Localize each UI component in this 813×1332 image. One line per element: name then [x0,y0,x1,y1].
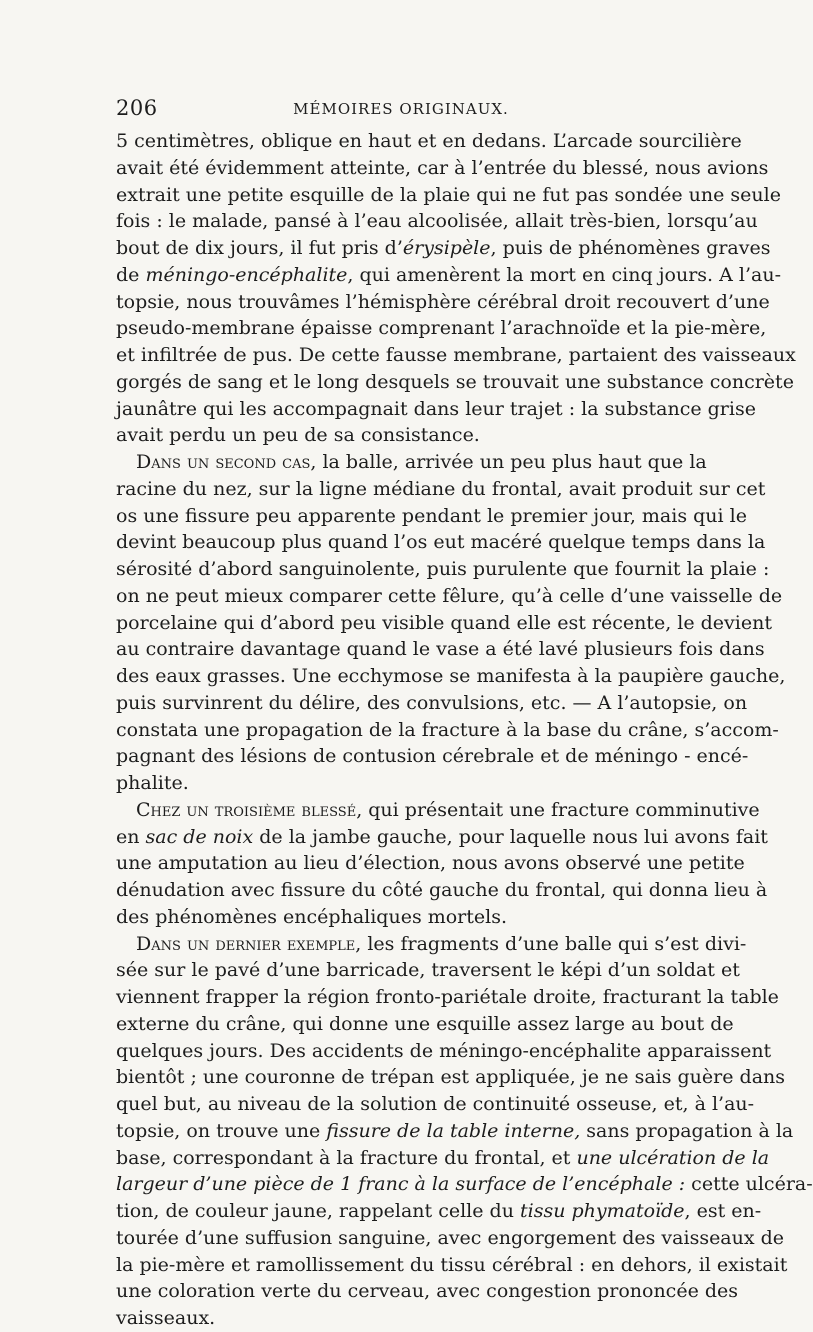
text-line [116,449,707,476]
text-segment: viennent frapper la région fronto-pariétale droite, fracturant la table [116,986,779,1008]
text-line [116,717,779,744]
text-line [116,289,770,316]
small-caps-text: Dans un second cas [136,451,311,473]
running-title: MÉMOIRES ORIGINAUX. [293,100,509,118]
text-line [116,690,748,717]
text-segment: et infiltrée de pus. De cette fausse membrane, partaient des vaisseaux [116,344,796,366]
text-segment: phalite. [116,772,189,794]
text-segment: , qui présentait une fracture comminutive [356,798,760,821]
text-segment: sans propagation à la [580,1119,794,1142]
text-line [116,128,742,155]
text-segment: devint beaucoup plus quand l’os eut macéré quelque temps dans la [116,531,766,554]
small-caps-text: Dans un dernier exemple [136,932,356,955]
text-line [116,743,749,770]
text-line [116,155,769,182]
text-line [116,824,768,851]
text-segment: externe du crâne, qui donne une esquille assez large au bout de [116,1012,734,1035]
text-line [116,369,794,396]
text-line [116,663,786,690]
small-caps-text: Chez un troisième blessé [136,798,357,821]
text-line [116,1064,786,1091]
text-segment: tion, de couleur jaune, rappelant celle du [116,1200,520,1222]
text-segment: os une fissure peu apparente pendant le premier jour, mais qui le [116,504,747,527]
text-segment: , la balle, arrivée un peu plus haut que la [310,451,707,473]
text-line [116,208,758,235]
text-line [116,877,768,904]
text-line [116,1198,762,1225]
text-segment: des phénomènes encéphaliques mortels. [116,905,508,928]
text-segment: gorgés de sang et le long desquels se trouvait une substance concrète [116,370,794,393]
text-line [116,797,760,824]
text-segment: de [116,263,146,286]
text-line [116,1305,686,1332]
text-line [116,262,781,289]
text-line [116,636,765,663]
text-line [116,529,766,556]
italic-text: sac de noix [145,825,254,848]
text-line [116,1118,794,1145]
body-text [116,128,813,1332]
italic-text: fissure de la table interne, [326,1119,581,1142]
text-segment: quel but, au niveau de la solution de continuité osseuse, et, à l’au- [116,1093,755,1115]
text-line [116,315,767,342]
text-segment: 5 centimètres, oblique en haut et en dedans. L’arcade sourcilière [116,130,742,152]
text-line [116,770,686,797]
text-segment: au contraire davantage quand le vase a été lavé plusieurs fois dans [116,638,765,661]
text-segment: racine du nez, sur la ligne médiane du frontal, avait produit sur cet [116,477,766,500]
text-segment: base, correspondant à la fracture du frontal, et [116,1146,577,1169]
text-line [116,1145,770,1172]
text-line [116,503,747,530]
italic-text: largeur d’une pièce de 1 franc à la surface de l’encéphale : [116,1173,686,1196]
text-line [116,396,756,423]
text-line [116,904,686,931]
text-segment: pagnant des lésions de contusion cérebrale et de méningo - encé- [116,745,749,768]
text-line [116,235,771,262]
text-segment: , est en- [684,1200,762,1222]
text-segment: pseudo-membrane épaisse comprenant l’arachnoïde et la pie-mère, [116,317,767,340]
text-segment: des eaux grasses. Une ecchymose se manifesta à la paupière gauche, [116,665,786,687]
text-segment: avait été évidemment atteinte, car à l’entrée du blessé, nous avions [116,156,769,179]
text-line [116,850,745,877]
text-segment: fois : le malade, pansé à l’eau alcoolisée, allait très-bien, lorsqu’au [116,210,758,233]
text-line [116,984,779,1011]
text-segment: sée sur le pavé d’une barricade, traversent le képi d’un soldat et [116,959,740,982]
page-number: 206 [116,96,158,120]
text-line [116,1091,755,1118]
text-segment: , les fragments d’une balle qui s’est divi- [355,932,747,955]
text-segment: une coloration verte du cerveau, avec congestion prononcée des [116,1280,739,1303]
text-segment: topsie, on trouve une [116,1119,327,1142]
text-line [116,422,686,449]
text-segment: sérosité d’abord sanguinolente, puis purulente que fournit la plaie : [116,558,770,580]
italic-text: une ulcération de la [576,1146,770,1169]
text-segment: avait perdu un peu de sa consistance. [116,424,480,447]
text-line [116,1171,813,1198]
text-segment: constata une propagation de la fracture à la base du crâne, s’accom- [116,718,779,741]
text-line [116,1038,772,1065]
text-segment: de la jambe gauche, pour laquelle nous lui avons fait [253,825,768,848]
text-segment: dénudation avec fissure du côté gauche du frontal, qui donna lieu à [116,879,768,901]
text-segment: bout de dix jours, il fut pris d’ [116,237,403,259]
text-segment: cette ulcéra- [685,1173,813,1196]
italic-text: méningo-encéphalite [145,263,348,286]
text-segment: on ne peut mieux comparer cette fêlure, qu’à celle d’une vaisselle de [116,584,783,607]
text-line [116,957,740,984]
text-segment: porcelaine qui d’abord peu visible quand elle est récente, le devient [116,611,772,634]
text-segment: , qui amenèrent la mort en cinq jours. A l’au- [347,263,781,286]
text-segment: tourée d’une suffusion sanguine, avec engorgement des vaisseaux de [116,1226,785,1249]
text-segment: la pie-mère et ramollissement du tissu cérébral : en dehors, il existait [116,1253,788,1276]
text-segment: topsie, nous trouvâmes l’hémisphère cérébral droit recouvert d’une [116,290,770,313]
text-line [116,1225,785,1252]
text-segment: quelques jours. Des accidents de méningo-encéphalite apparaissent [116,1039,772,1062]
text-segment: vaisseaux. [116,1307,216,1329]
italic-text: érysipèle [402,237,491,259]
text-segment: extrait une petite esquille de la plaie qui ne fut pas sondée une seule [116,183,781,206]
page-header [116,96,686,126]
text-line [116,476,766,503]
text-segment: puis survinrent du délire, des convulsions, etc. — A l’autopsie, on [116,691,748,714]
text-line [116,583,783,610]
text-line [116,556,770,583]
text-line [116,182,781,209]
text-line [116,931,747,958]
text-segment: jaunâtre qui les accompagnait dans leur trajet : la substance grise [116,397,756,420]
italic-text: tissu phymatoïde [519,1200,685,1222]
text-segment: , puis de phénomènes graves [490,237,771,259]
text-line [116,342,796,369]
text-line [116,1252,788,1279]
text-line [116,1278,739,1305]
text-segment: bientôt ; une couronne de trépan est appliquée, je ne sais guère dans [116,1066,786,1089]
text-segment: en [116,825,146,848]
text-line [116,1011,734,1038]
text-line [116,610,772,637]
text-segment: une amputation au lieu d’élection, nous avons observé une petite [116,852,745,875]
